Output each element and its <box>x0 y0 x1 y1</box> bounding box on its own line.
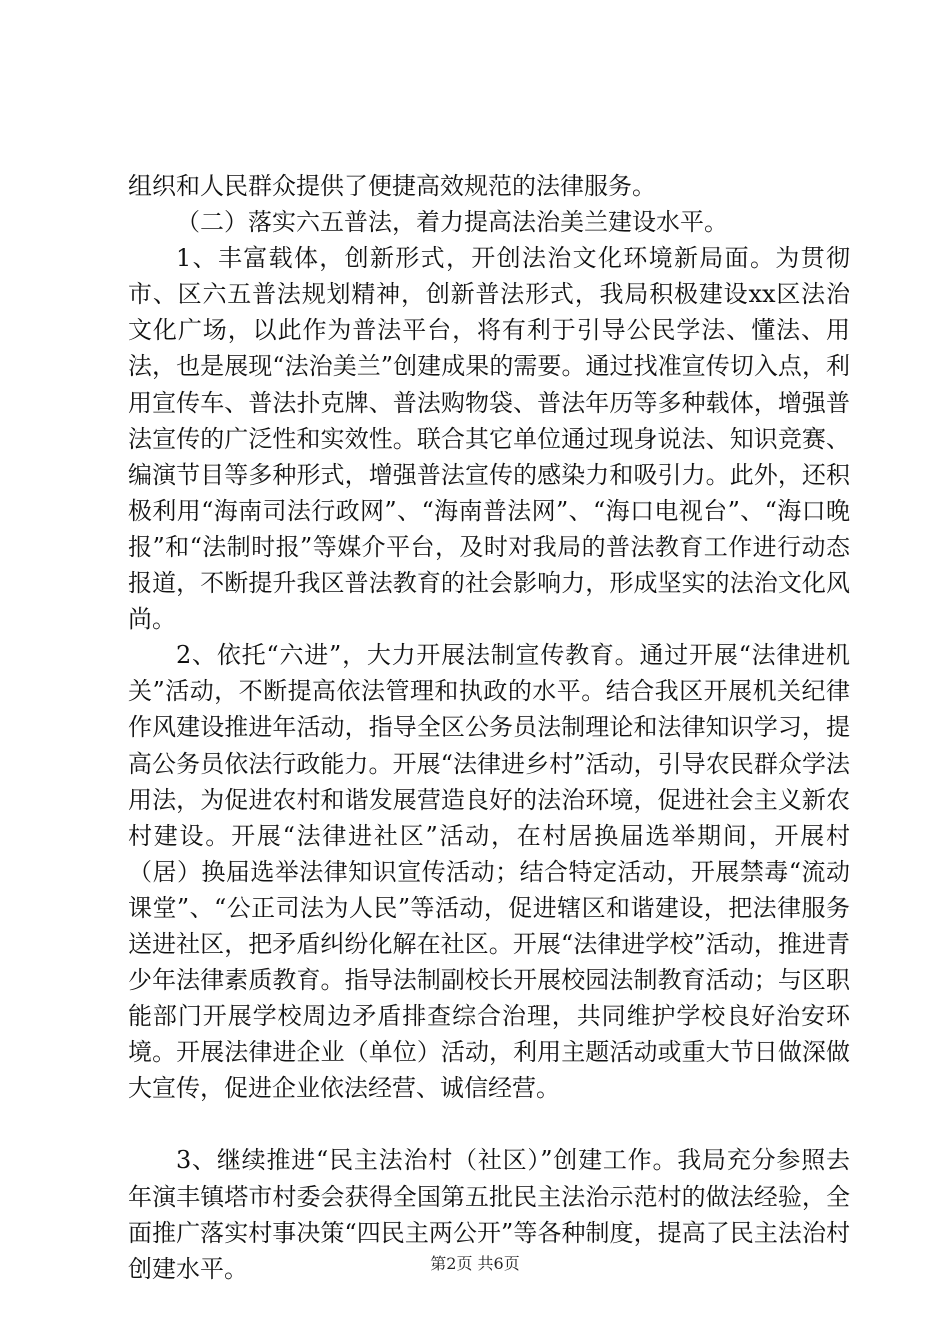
paragraph-continuation: 组织和人民群众提供了便捷高效规范的法律服务。 <box>128 172 656 200</box>
page-number: 第2页 共6页 <box>430 1254 520 1273</box>
paragraph-item-3: 3、继续推进“民主法治村（社区）”创建工作。我局充分参照去年演丰镇塔市村委会获得全国第五批民主法治示范村的做法经验，全面推广落实村事决策“四民主两公开”等各种制度，提高了民主法治村创建水平。 <box>128 1146 850 1283</box>
paragraph-item-2: 2、依托“六进”，大力开展法制宣传教育。通过开展“法律进机关”活动，不断提高依法管理和执政的水平。结合我区开展机关纪律作风建设推进年活动，指导全区公务员法制理论和法律知识学习，提高公务员依法行政能力。开展“法律进乡村”活动，引导农民群众学法用法，为促进农村和谐发展营造良好的法治环境，促进社会主义新农村建设。开展“法律进社区”活动，在村居换届选举期间，开展村（居）换届选举法律知识宣传活动；结合特定活动，开展禁毒“流动课堂”、“公正司法为人民”等活动，促进辖区和谐建设，把法律服务送进社区，把矛盾纠纷化解在社区。开展“法律进学校”活动，推进青少年法律素质教育。指导法制副校长开展校园法制教育活动；与区职能部门开展学校周边矛盾排查综合治理，共同维护学校良好治安环境。开展法律进企业（单位）活动，利用主题活动或重大节日做深做大宣传，促进企业依法经营、诚信经营。 <box>128 641 850 1103</box>
paragraph-item-1: 1、丰富载体，创新形式，开创法治文化环境新局面。为贯彻市、区六五普法规划精神，创新普法形式，我局积极建设xx区法治文化广场，以此作为普法平台，将有利于引导公民学法、懂法、用法，也是展现“法治美兰”创建成果的需要。通过找准宣传切入点，利用宣传车、普法扑克牌、普法购物袋、普法年历等多种载体，增强普法宣传的广泛性和实效性。联合其它单位通过现身说法、知识竞赛、编演节目等多种形式，增强普法宣传的感染力和吸引力。此外，还积极利用“海南司法行政网”、“海南普法网”、“海口电视台”、“海口晚报”和“法制时报”等媒介平台，及时对我局的普法教育工作进行动态报道，不断提升我区普法教育的社会影响力，形成坚实的法治文化风尚。 <box>128 244 850 634</box>
document-body <box>128 168 850 1287</box>
section-heading: （二）落实六五普法，着力提高法治美兰建设水平。 <box>176 208 728 237</box>
